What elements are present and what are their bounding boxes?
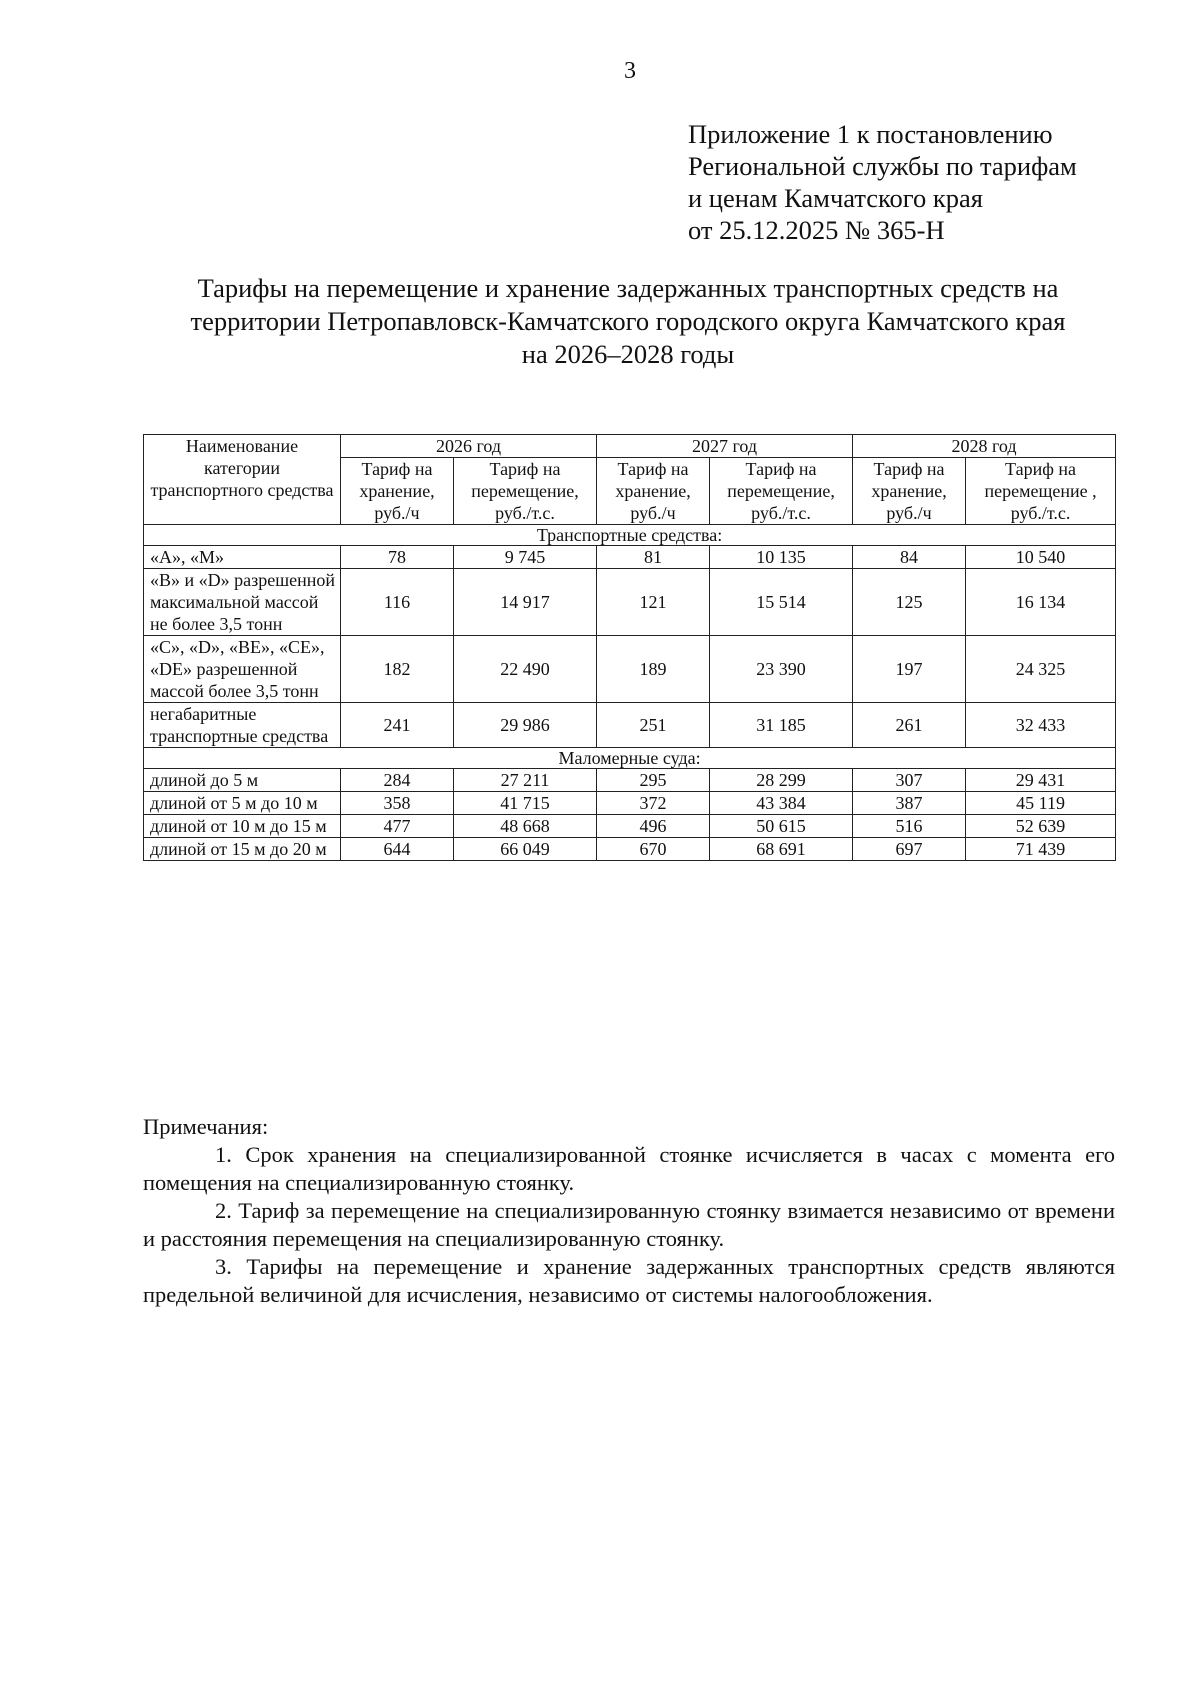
year-header: 2027 год: [597, 435, 853, 458]
table-cell: 71 439: [966, 838, 1116, 861]
appendix-line: и ценам Камчатского края: [688, 183, 983, 213]
table-cell: 670: [597, 838, 710, 861]
table-cell: 295: [597, 769, 710, 792]
table-cell: 16 134: [966, 569, 1116, 636]
table-cell: 387: [853, 792, 966, 815]
note-item: 2. Тариф за перемещение на специализированную стоянку взимается независимо от времени и расстояния перемещения на специализированную стоянку.: [143, 1198, 1115, 1251]
table-cell: 14 917: [454, 569, 597, 636]
page-number: 3: [624, 58, 636, 84]
notes-title: Примечания:: [143, 1114, 269, 1139]
title-line: Тарифы на перемещение и хранение задержанных транспортных средств на: [197, 273, 1059, 303]
table-row: [144, 769, 1116, 792]
appendix-line: от 25.12.2025 № 365-Н: [688, 215, 945, 245]
table-row: [144, 792, 1116, 815]
table-cell: 372: [597, 792, 710, 815]
table-cell: 477: [341, 815, 454, 838]
tariff-column-header: Тариф на перемещение, руб./т.с.: [710, 458, 853, 525]
table-cell: 182: [341, 636, 454, 703]
notes-section: [143, 1113, 1115, 1309]
tariff-column-header: Тариф на хранение, руб./ч: [597, 458, 710, 525]
table-cell: 358: [341, 792, 454, 815]
table-cell: 29 986: [454, 703, 597, 748]
table-cell: 50 615: [710, 815, 853, 838]
table-cell: 52 639: [966, 815, 1116, 838]
table-cell: 284: [341, 769, 454, 792]
table-cell: 15 514: [710, 569, 853, 636]
title-line: на 2026–2028 годы: [521, 339, 735, 369]
table-cell: 45 119: [966, 792, 1116, 815]
table-cell: 9 745: [454, 546, 597, 569]
section-row-boats: [144, 748, 1116, 769]
section-label: Маломерные суда:: [144, 748, 1116, 769]
table-cell: 125: [853, 569, 966, 636]
table-row: [144, 546, 1116, 569]
title-line: территории Петропавловск-Камчатского городского округа Камчатского края: [190, 306, 1066, 336]
table-cell: 241: [341, 703, 454, 748]
table-cell: 32 433: [966, 703, 1116, 748]
category-name: негабаритные транспортные средства: [144, 703, 341, 748]
table-cell: 43 384: [710, 792, 853, 815]
tariff-column-header: Тариф на перемещение , руб./т.с.: [966, 458, 1116, 525]
category-name: «С», «D», «ВЕ», «СЕ», «DЕ» разрешенной массой более 3,5 тонн: [144, 636, 341, 703]
table-cell: 41 715: [454, 792, 597, 815]
tariff-table: [143, 434, 1116, 861]
table-row: [144, 815, 1116, 838]
table-cell: 48 668: [454, 815, 597, 838]
table-cell: 197: [853, 636, 966, 703]
table-cell: 24 325: [966, 636, 1116, 703]
table-cell: 22 490: [454, 636, 597, 703]
table-row: [144, 703, 1116, 748]
table-cell: 261: [853, 703, 966, 748]
table-row: [144, 636, 1116, 703]
category-name: длиной от 15 м до 20 м: [144, 838, 341, 861]
table-cell: 84: [853, 546, 966, 569]
note-item: 1. Срок хранения на специализированной стоянке исчисляется в часах с момента его помещения на специализированную стоянку.: [143, 1142, 1115, 1195]
tariff-column-header: Тариф на перемещение, руб./т.с.: [454, 458, 597, 525]
tariff-column-header: Тариф на хранение, руб./ч: [853, 458, 966, 525]
table-cell: 697: [853, 838, 966, 861]
appendix-line: Приложение 1 к постановлению: [688, 119, 1053, 149]
table-cell: 29 431: [966, 769, 1116, 792]
table-cell: 78: [341, 546, 454, 569]
category-name: длиной от 10 м до 15 м: [144, 815, 341, 838]
appendix-reference: [688, 118, 1077, 246]
table-cell: 10 135: [710, 546, 853, 569]
category-name: «В» и «D» разрешенной максимальной массой не более 3,5 тонн: [144, 569, 341, 636]
note-item: 3. Тарифы на перемещение и хранение задержанных транспортных средств являются предельной величиной для исчисления, независимо от системы налогообложения.: [143, 1254, 1115, 1307]
category-name: длиной до 5 м: [144, 769, 341, 792]
table-row: [144, 838, 1116, 861]
table-cell: 116: [341, 569, 454, 636]
appendix-line: Региональной службы по тарифам: [688, 151, 1077, 181]
table-cell: 27 211: [454, 769, 597, 792]
category-name: длиной от 5 м до 10 м: [144, 792, 341, 815]
section-row-vehicles: [144, 525, 1116, 546]
table-cell: 23 390: [710, 636, 853, 703]
table-cell: 644: [341, 838, 454, 861]
header-row-years: [144, 435, 1116, 458]
year-header: 2028 год: [853, 435, 1116, 458]
table-row: [144, 569, 1116, 636]
table-cell: 28 299: [710, 769, 853, 792]
section-label: Транспортные средства:: [144, 525, 1116, 546]
category-name: «А», «М»: [144, 546, 341, 569]
table-cell: 10 540: [966, 546, 1116, 569]
table-cell: 81: [597, 546, 710, 569]
category-column-header: Наименование категории транспортного средства: [144, 435, 341, 525]
table-cell: 189: [597, 636, 710, 703]
tariff-column-header: Тариф на хранение, руб./ч: [341, 458, 454, 525]
document-title: [138, 272, 1118, 371]
table-cell: 68 691: [710, 838, 853, 861]
table-cell: 496: [597, 815, 710, 838]
table-cell: 307: [853, 769, 966, 792]
table-cell: 66 049: [454, 838, 597, 861]
year-header: 2026 год: [341, 435, 597, 458]
table-cell: 516: [853, 815, 966, 838]
table-cell: 121: [597, 569, 710, 636]
table-cell: 31 185: [710, 703, 853, 748]
table-cell: 251: [597, 703, 710, 748]
